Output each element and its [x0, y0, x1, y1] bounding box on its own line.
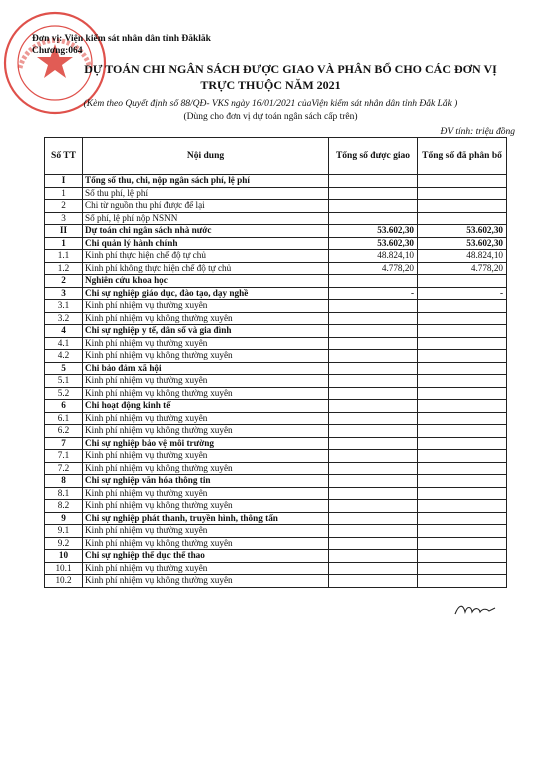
table-row [45, 500, 507, 513]
row-content: Chi sự nghiệp giáo dục, đào tạo, dạy nghề [83, 287, 329, 300]
row-total-allocated [418, 275, 507, 288]
row-total-given [329, 387, 418, 400]
row-total-allocated [418, 450, 507, 463]
row-total-allocated: 53.602,30 [418, 237, 507, 250]
row-total-allocated [418, 575, 507, 588]
row-content: Kinh phí nhiệm vụ không thường xuyên [83, 537, 329, 550]
row-total-allocated: 4.778,20 [418, 262, 507, 275]
row-content: Kinh phí nhiệm vụ thường xuyên [83, 300, 329, 313]
table-row [45, 300, 507, 313]
org-name: Đơn vị: Viện kiểm sát nhân dân tỉnh Đăklăk [32, 34, 211, 44]
table-row [45, 262, 507, 275]
row-stt: 6.2 [45, 425, 83, 438]
row-total-allocated: - [418, 287, 507, 300]
table-row [45, 575, 507, 588]
row-content: Kinh phí nhiệm vụ không thường xuyên [83, 462, 329, 475]
row-total-allocated [418, 362, 507, 375]
table-row [45, 512, 507, 525]
row-total-given [329, 200, 418, 213]
row-stt: 1.2 [45, 262, 83, 275]
row-stt: 8.1 [45, 487, 83, 500]
unit-note: ĐV tính: triệu đồng [440, 127, 515, 137]
row-content: Chi sự nghiệp y tế, dân số và gia đình [83, 325, 329, 338]
row-total-given [329, 475, 418, 488]
row-total-allocated [418, 500, 507, 513]
row-content: Dự toán chi ngân sách nhà nước [83, 225, 329, 238]
row-total-allocated [418, 537, 507, 550]
row-total-allocated [418, 562, 507, 575]
table-row [45, 425, 507, 438]
row-total-given [329, 212, 418, 225]
table-row [45, 350, 507, 363]
row-total-allocated [418, 475, 507, 488]
row-total-given [329, 350, 418, 363]
row-stt: 7.1 [45, 450, 83, 463]
table-row [45, 275, 507, 288]
table-row [45, 212, 507, 225]
row-content: Chi quản lý hành chính [83, 237, 329, 250]
table-row [45, 537, 507, 550]
row-total-allocated: 53.602,30 [418, 225, 507, 238]
row-total-allocated [418, 387, 507, 400]
row-stt: 1.1 [45, 250, 83, 263]
row-content: Số thu phí, lệ phí [83, 187, 329, 200]
row-content: Chi sự nghiệp bảo vệ môi trường [83, 437, 329, 450]
table-row [45, 325, 507, 338]
chapter-code: Chương:064 [32, 46, 83, 56]
row-stt: I [45, 175, 83, 188]
row-stt: 5 [45, 362, 83, 375]
table-row [45, 175, 507, 188]
row-content: Kinh phí thực hiện chế độ tự chủ [83, 250, 329, 263]
row-total-given: 53.602,30 [329, 237, 418, 250]
row-total-allocated [418, 212, 507, 225]
row-content: Số phí, lệ phí nộp NSNN [83, 212, 329, 225]
row-content: Kinh phí nhiệm vụ thường xuyên [83, 562, 329, 575]
row-total-allocated [418, 350, 507, 363]
row-content: Chi sự nghiệp phát thanh, truyền hình, thông tấn [83, 512, 329, 525]
row-stt: 3 [45, 287, 83, 300]
table-row [45, 412, 507, 425]
row-content: Chi sự nghiệp thể dục thể thao [83, 550, 329, 563]
row-stt: 9.2 [45, 537, 83, 550]
row-total-given [329, 562, 418, 575]
row-content: Kinh phí nhiệm vụ thường xuyên [83, 450, 329, 463]
row-content: Kinh phí nhiệm vụ thường xuyên [83, 487, 329, 500]
row-content: Kinh phí nhiệm vụ không thường xuyên [83, 575, 329, 588]
row-stt: 8.2 [45, 500, 83, 513]
row-stt: 2 [45, 200, 83, 213]
row-total-given [329, 337, 418, 350]
row-stt: 5.2 [45, 387, 83, 400]
table-row [45, 375, 507, 388]
row-total-allocated [418, 175, 507, 188]
row-content: Chi bảo đảm xã hội [83, 362, 329, 375]
row-stt: 8 [45, 475, 83, 488]
row-total-allocated [418, 400, 507, 413]
row-total-allocated [418, 187, 507, 200]
row-total-given [329, 437, 418, 450]
row-total-allocated [418, 300, 507, 313]
table-row [45, 400, 507, 413]
row-total-allocated [418, 337, 507, 350]
table-row [45, 237, 507, 250]
row-total-given [329, 312, 418, 325]
row-total-allocated [418, 325, 507, 338]
row-total-given: - [329, 287, 418, 300]
header-stt: Số TT [45, 138, 83, 175]
row-total-allocated [418, 425, 507, 438]
row-stt: 9.1 [45, 525, 83, 538]
row-total-given [329, 512, 418, 525]
row-content: Chi hoạt động kinh tế [83, 400, 329, 413]
row-stt: 9 [45, 512, 83, 525]
row-total-given [329, 550, 418, 563]
row-content: Kinh phí nhiệm vụ không thường xuyên [83, 387, 329, 400]
table-row [45, 550, 507, 563]
row-stt: II [45, 225, 83, 238]
row-content: Kinh phí nhiệm vụ không thường xuyên [83, 312, 329, 325]
row-total-given [329, 450, 418, 463]
table-row [45, 225, 507, 238]
table-row [45, 312, 507, 325]
row-total-allocated [418, 412, 507, 425]
row-stt: 7.2 [45, 462, 83, 475]
table-row [45, 187, 507, 200]
row-stt: 2 [45, 275, 83, 288]
row-stt: 4 [45, 325, 83, 338]
table-row [45, 250, 507, 263]
row-stt: 1 [45, 237, 83, 250]
document-title-line2: TRỰC THUỘC NĂM 2021 [200, 78, 341, 92]
row-content: Kinh phí nhiệm vụ không thường xuyên [83, 425, 329, 438]
table-row [45, 362, 507, 375]
row-stt: 10.2 [45, 575, 83, 588]
header-total-given: Tổng số được giao [329, 138, 418, 175]
row-total-allocated [418, 200, 507, 213]
table-row [45, 562, 507, 575]
row-total-given [329, 500, 418, 513]
row-total-given [329, 575, 418, 588]
row-total-given [329, 412, 418, 425]
row-total-allocated [418, 487, 507, 500]
document-title-line1: DỰ TOÁN CHI NGÂN SÁCH ĐƯỢC GIAO VÀ PHÂN BỔ CHO CÁC ĐƠN VỊ [84, 62, 497, 76]
row-stt: 3.2 [45, 312, 83, 325]
row-total-allocated [418, 312, 507, 325]
row-content: Kinh phí nhiệm vụ không thường xuyên [83, 350, 329, 363]
row-stt: 4.1 [45, 337, 83, 350]
row-total-given [329, 362, 418, 375]
row-total-given: 4.778,20 [329, 262, 418, 275]
row-content: Kinh phí nhiệm vụ thường xuyên [83, 337, 329, 350]
decision-reference: (Kèm theo Quyết định số 88/QĐ- VKS ngày 16/01/2021 củaViện kiểm sát nhân dân tỉnh Đắk Lắk ) [83, 99, 458, 109]
row-total-allocated [418, 462, 507, 475]
row-total-given [329, 400, 418, 413]
row-content: Nghiên cứu khoa học [83, 275, 329, 288]
row-content: Chi từ nguồn thu phí được để lại [83, 200, 329, 213]
row-total-given [329, 187, 418, 200]
row-total-allocated: 48.824,10 [418, 250, 507, 263]
row-content: Chi sự nghiệp văn hóa thông tin [83, 475, 329, 488]
row-content: Kinh phí nhiệm vụ thường xuyên [83, 412, 329, 425]
header-content: Nội dung [83, 138, 329, 175]
row-stt: 6 [45, 400, 83, 413]
table-header-row [45, 138, 507, 175]
table-row [45, 450, 507, 463]
row-content: Kinh phí nhiệm vụ không thường xuyên [83, 500, 329, 513]
row-total-given [329, 487, 418, 500]
row-stt: 1 [45, 187, 83, 200]
table-row [45, 475, 507, 488]
row-stt: 6.1 [45, 412, 83, 425]
budget-table [44, 137, 507, 588]
table-row [45, 525, 507, 538]
row-total-given [329, 525, 418, 538]
table-row [45, 387, 507, 400]
table-row [45, 437, 507, 450]
row-total-given: 48.824,10 [329, 250, 418, 263]
row-total-given [329, 325, 418, 338]
usage-note: (Dùng cho đơn vị dự toán ngân sách cấp trên) [183, 112, 358, 122]
signature-mark [453, 600, 497, 620]
row-total-allocated [418, 512, 507, 525]
row-content: Kinh phí nhiệm vụ thường xuyên [83, 375, 329, 388]
row-total-allocated [418, 525, 507, 538]
row-total-given [329, 300, 418, 313]
row-total-given [329, 175, 418, 188]
row-stt: 7 [45, 437, 83, 450]
table-row [45, 337, 507, 350]
row-stt: 3 [45, 212, 83, 225]
row-content: Kinh phí nhiệm vụ thường xuyên [83, 525, 329, 538]
table-row [45, 487, 507, 500]
row-total-allocated [418, 375, 507, 388]
table-row [45, 287, 507, 300]
row-stt: 3.1 [45, 300, 83, 313]
row-total-allocated [418, 550, 507, 563]
row-stt: 10.1 [45, 562, 83, 575]
row-total-given: 53.602,30 [329, 225, 418, 238]
row-total-given [329, 275, 418, 288]
row-total-given [329, 425, 418, 438]
row-total-given [329, 375, 418, 388]
row-stt: 4.2 [45, 350, 83, 363]
row-content: Tổng số thu, chi, nộp ngân sách phí, lệ phí [83, 175, 329, 188]
table-row [45, 462, 507, 475]
row-stt: 5.1 [45, 375, 83, 388]
table-row [45, 200, 507, 213]
row-total-given [329, 537, 418, 550]
header-total-allocated: Tổng số đã phân bổ [418, 138, 507, 175]
row-total-given [329, 462, 418, 475]
row-content: Kinh phí không thực hiện chế độ tự chủ [83, 262, 329, 275]
row-total-allocated [418, 437, 507, 450]
row-stt: 10 [45, 550, 83, 563]
